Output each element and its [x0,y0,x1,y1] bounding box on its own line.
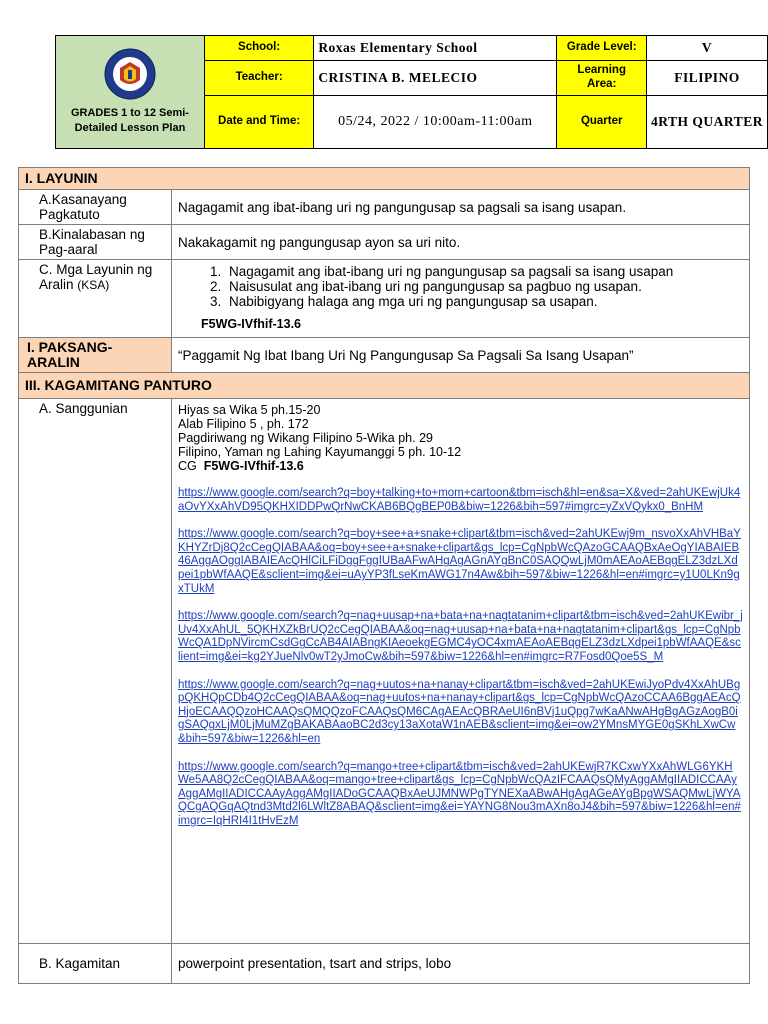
paksang-aralin-label: I. PAKSANG-ARALIN [19,338,172,373]
objective-item: 3. Nabibigyang halaga ang mga uri ng pangungusap sa usapan. [225,294,743,309]
school-value: Roxas Elementary School [314,36,557,61]
cg-code: F5WG-IVfhif-13.6 [203,459,304,473]
reference-link[interactable]: https://www.google.com/search?q=boy+see+a+snake+clipart&tbm=isch&ved=2ahUKEwj9m_nsvoXxAhVHBaYKHYZrDj8Q2cCegQIABAA&oq=boy+see+a+snake+clipart&gs_lcp=CgNpbWcQAzoGCAAQBxAeOgYIABAIEB46AggAOggIABAIEAcQHlCiLFiDggFggIUBaAFwAHgAgAGnAYgBnC0SAQQwLjM0mAEAoAEBqgELZ3dzLXdpei1pbWfAAQE&sclient=img&ei=uAyYP3fLseKmAWG17n4Aw&bih=597&biw=1226&hl=en#imgrc=y1U0LKn9gxTUkM [178,528,741,595]
kasanayang-pagkatuto-label: A.Kasanayang Pagkatuto [19,190,172,225]
ksa-label: (KSA) [77,278,110,292]
deped-logo-cell [56,36,205,149]
objectives-list [178,264,743,309]
date-time-label: Date and Time: [204,96,313,149]
sanggunian-label: A. Sanggunian [19,399,172,944]
reference-link[interactable]: https://www.google.com/search?q=mango+tree+clipart&tbm=isch&ved=2ahUKEwjR7KCxwYXxAhWLG6YKHWe5AA8Q2cCegQIABAA&oq=mango+tree+clipart&gs_lcp=CgNpbWcQAzIFCAAQsQMyAggAMgIIADICCAAyAggAMgIIADICCAAyAggAMgIIADoGCAAQBxAeUJMNWPgTYNEXaABwAHgAgAGeAYgBpgWSAQMwLjWYAQCgAQGqAQtnd3Mtd2l6LWltZ8ABAQ&sclient=img&ei=YAYNG8Nou3mAXn8oJ4&bih=597&biw=1226&hl=en#imgrc=IqHRI4I1tHvEzM [178,760,741,827]
kinalabasan-text: Nakakagamit ng pangungusap ayon sa uri nito. [172,225,750,260]
quarter-label: Quarter [557,96,647,149]
kasanayang-pagkatuto-text: Nagagamit ang ibat-ibang uri ng pangungusap sa pagsali sa isang usapan. [172,190,750,225]
mga-layunin-label-text: C. Mga Layunin ng Aralin [39,262,153,292]
cg-reference [178,459,743,473]
section-layunin-heading: I. LAYUNIN [19,168,750,190]
reference-link[interactable]: https://www.google.com/search?q=boy+talking+to+mom+cartoon&tbm=isch&hl=en&sa=X&ved=2ahUKEwjUk4aOvYXxAhVD95QKHXIDDPwQrNwCKAB6BQgBEP0B&biw=1226&bih=597#imgrc=yZxVQykx0_BnHM [178,487,741,513]
objective-item: 1. Nagagamit ang ibat-ibang uri ng pangungusap sa pagsali sa isang usapan [225,264,743,279]
grade-level-value: V [647,36,768,61]
teacher-label: Teacher: [204,61,313,96]
learning-area-label: Learning Area: [557,61,647,96]
lesson-plan-title: GRADES 1 to 12 Semi-Detailed Lesson Plan [70,107,189,134]
reference-item: Filipino, Yaman ng Lahing Kayumanggi 5 ph. 10-12 [178,445,462,459]
reference-item: Alab Filipino 5 , ph. 172 [178,417,309,431]
school-label: School: [204,36,313,61]
cg-prefix: CG [178,459,197,473]
kagamitan-text: powerpoint presentation, tsart and strips, lobo [172,944,750,984]
competency-code: F5WG-IVfhif-13.6 [201,317,302,331]
reference-link[interactable]: https://www.google.com/search?q=nag+uutos+na+nanay+clipart&tbm=isch&ved=2ahUKEwiJyoPdv4XxAhUBgpQKHQpCDb4Q2cCegQIABAA&oq=nag+uutos+na+nanay+clipart&gs_lcp=CgNpbWcQAzoCCAA6BggAEAcQHjoECAAQQzoHCAAQsQMQQzoFCAAQsQM6CAgAEAcQBRAeUI6nBVj1uQpg7wKaANwAHgBgAGzAogB0igSAQgxLjM0LjMuMZgBAKABAaoBC2d3cy13aXotaW1nAEB&sclient=img&ei=ow2YMnsMYGE0gSKhLXwCw&bih=597&biw=1226&hl=en [178,678,741,745]
kinalabasan-label: B.Kinalabasan ng Pag-aaral [19,225,172,260]
reference-item: Pagdiriwang ng Wikang Filipino 5-Wika ph. 29 [178,431,433,445]
lesson-plan-header [55,35,768,149]
quarter-value: 4RTH QUARTER [647,96,768,149]
objective-item: 2. Naisusulat ang ibat-ibang uri ng pangungusap sa pagbuo ng usapan. [225,279,743,294]
reference-item: Hiyas sa Wika 5 ph.15-20 [178,403,321,417]
lesson-plan-body [18,167,750,984]
section-kagamitan-heading: III. KAGAMITANG PANTURO [19,373,750,399]
deped-seal-icon [104,48,156,100]
learning-area-value: FILIPINO [647,61,768,96]
mga-layunin-label [19,260,172,338]
kagamitan-label: B. Kagamitan [19,944,172,984]
reference-link[interactable]: https://www.google.com/search?q=nag+uusap+na+bata+na+nagtatanim+clipart&tbm=isch&ved=2ahUKEwibr_jUv4XxAhUL_5QKHXZkBrUQ2cCegQIABAA&oq=nag+uusap+na+bata+na+nagtatanim+clipart&gs_lcp=CgNpbWcQA1DpNVircmCsdGgCcAB4AIABngKIAeoekgEGMC4yOC4xmAEAoAEBqgELZ3dzLXdpei1pbWfAAQE&sclient=img&ei=kg2YJueNlv0wT2yJmoCw&bih=597&biw=1226&hl=en#imgrc=R7Fosd0Qoe5S_M [178,610,743,663]
teacher-value: CRISTINA B. MELECIO [314,61,557,96]
sanggunian-content [172,399,750,944]
objectives-cell [172,260,750,338]
date-time-value: 05/24, 2022 / 10:00am-11:00am [314,96,557,149]
grade-level-label: Grade Level: [557,36,647,61]
paksang-aralin-text: “Paggamit Ng Ibat Ibang Uri Ng Pangungusap Sa Pagsali Sa Isang Usapan” [172,338,750,373]
